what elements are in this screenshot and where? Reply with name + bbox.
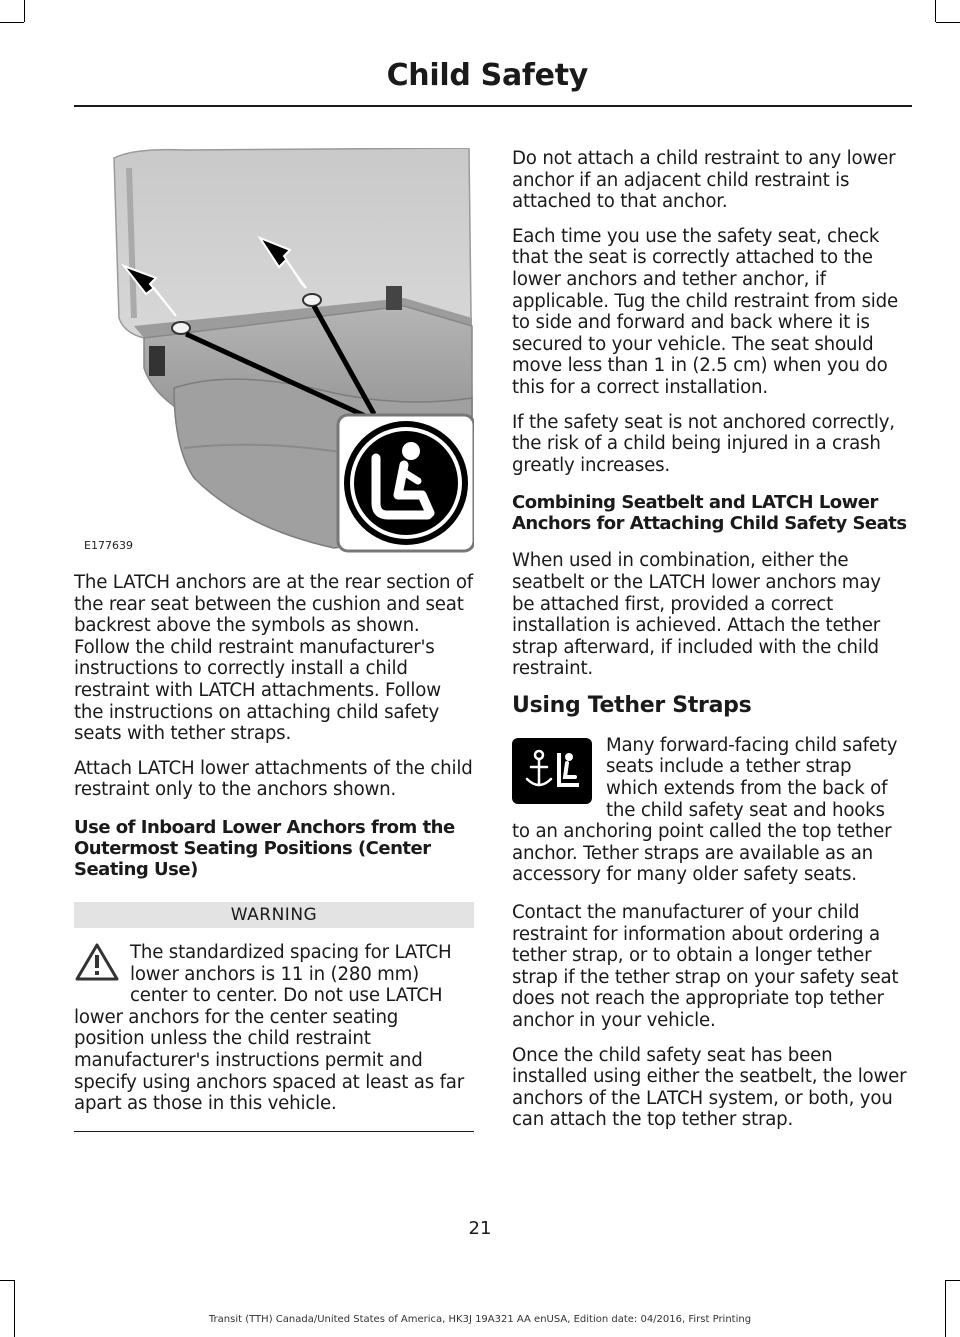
body-paragraph: The LATCH anchors are at the rear section of the rear seat between the cushion and seat backrest above the symbols as shown. Follow the child restraint manufacturer's instructions to correctly install a child restraint with LATCH attachments. Follow the instructions on attaching child safety seats with tether straps. — [74, 572, 474, 745]
crop-mark — [0, 1280, 14, 1281]
body-paragraph: Many forward-facing child safety seats include a tether strap which extends from the back of the child safety seat and hooks to an anchoring point called the top tether anchor. Tether straps are available as an accessory for many older safety seats. — [512, 734, 898, 886]
body-paragraph: Once the child safety seat has been installed using either the seatbelt, the lower anchors of the LATCH system, or both, you can attach the top tether strap. — [512, 1044, 907, 1131]
warning-text: The standardized spacing for LATCH lower anchors is 11 in (280 mm) center to center. Do not use LATCH lower anchors for the center seating position unless the child restraint manufacturer's instructions permit and specify using anchors spaced at least as far apart as those in this vehicle. — [74, 941, 465, 1115]
crop-mark — [946, 1280, 960, 1281]
warning-triangle-icon — [74, 942, 120, 982]
figure-code: E177639 — [84, 539, 133, 552]
right-column — [512, 148, 908, 1144]
subheading: Use of Inboard Lower Anchors from the Outermost Seating Positions (Center Seating Use) — [74, 816, 455, 880]
body-paragraph: Attach LATCH lower attachments of the child restraint only to the anchors shown. — [74, 757, 473, 801]
subheading: Combining Seatbelt and LATCH Lower Anchors for Attaching Child Safety Seats — [512, 492, 907, 535]
tether-paragraph — [512, 735, 908, 886]
body-paragraph: If the safety seat is not anchored correctly, the risk of a child being injured in a crash greatly increases. — [512, 411, 895, 476]
warning-body — [74, 942, 474, 1115]
crop-mark — [0, 22, 24, 23]
crop-mark — [945, 1280, 946, 1337]
header-divider — [74, 105, 912, 107]
crop-mark — [936, 22, 960, 23]
latch-anchors-figure — [74, 148, 474, 558]
crop-mark — [14, 1280, 15, 1337]
footer-text: Transit (TTH) Canada/United States of America, HK3J 19A321 AA enUSA, Edition date: 04/2016, First Printing — [208, 1314, 752, 1325]
isofix-child-seat-icon — [336, 413, 474, 553]
page-title: Child Safety — [386, 58, 588, 93]
tether-anchor-icon — [512, 738, 592, 804]
warning-box — [74, 902, 474, 1132]
body-paragraph: Do not attach a child restraint to any lower anchor if an adjacent child restraint is attached to that anchor. — [512, 148, 896, 213]
body-paragraph: Each time you use the safety seat, check that the seat is correctly attached to the lower anchors and tether anchor, if applicable. Tug the child restraint from side to side and forward and back where it is secured to your vehicle. The seat should move less than 1 in (2.5 cm) when you do this for a correct installation. — [512, 225, 898, 398]
warning-divider — [74, 1131, 474, 1132]
left-column — [74, 148, 474, 1132]
body-paragraph: When used in combination, either the seatbelt or the LATCH lower anchors may be attached first, provided a correct installation is achieved. Attach the tether strap afterward, if included with the child restraint. — [512, 550, 881, 680]
crop-mark — [935, 0, 936, 22]
body-paragraph: Contact the manufacturer of your child restraint for information about ordering a tether strap, or to obtain a longer tether strap if the tether strap on your safety seat does not reach the appropriate top tether anchor in your vehicle. — [512, 902, 899, 1031]
warning-label: WARNING — [74, 902, 474, 928]
page-number: 21 — [468, 1218, 492, 1239]
section-heading: Using Tether Straps — [512, 692, 752, 718]
crop-mark — [24, 0, 25, 22]
